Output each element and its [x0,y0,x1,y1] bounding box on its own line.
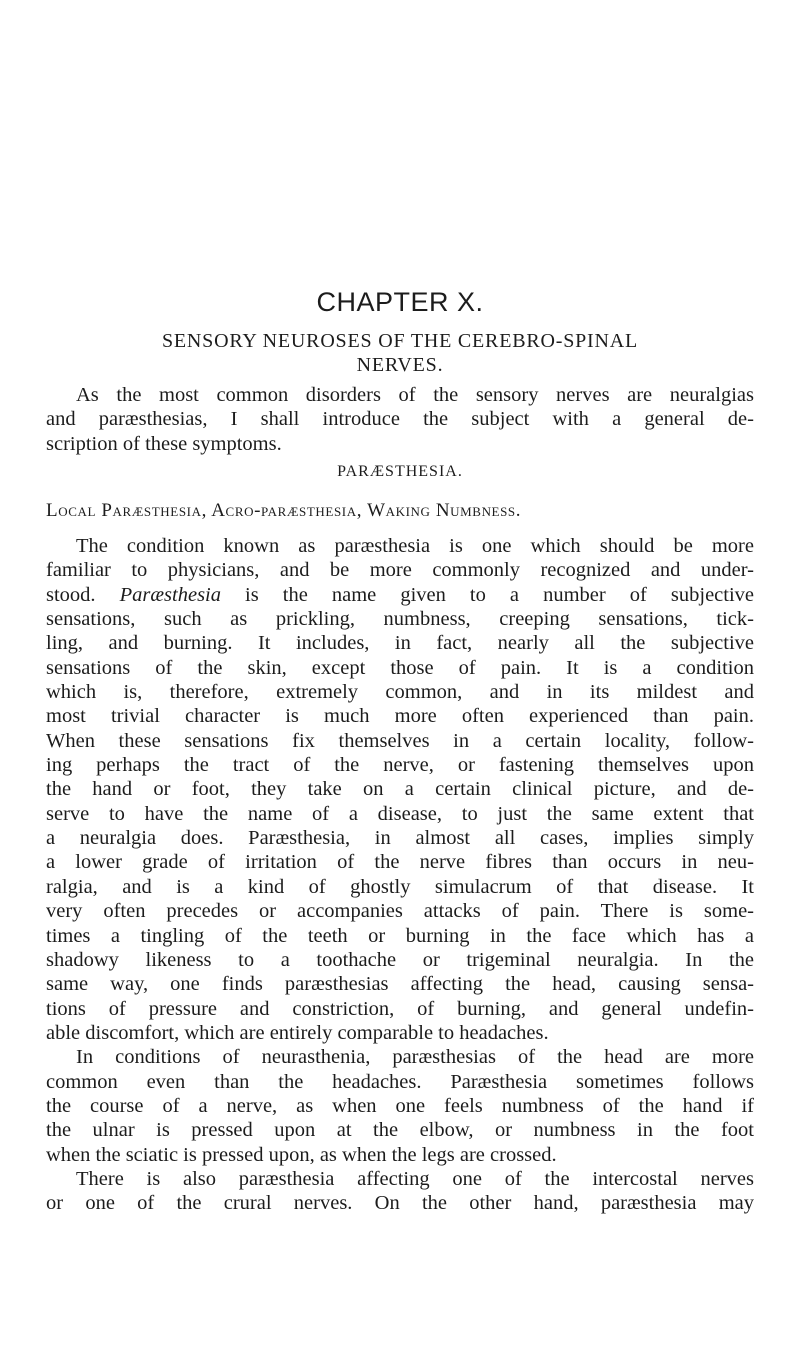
text-line: and paræsthesias, I shall introduce the subject with a general de- [46,408,754,431]
section-heading: PARÆSTHESIA. [337,463,463,480]
text-line: ling, and burning. It includes, in fact, nearly all the subjective [46,632,754,655]
text-line: serve to have the name of a disease, to just the same extent that [46,802,754,825]
text-line: which is, therefore, extremely common, and in its mildest and [46,681,754,704]
text-line: As the most common disorders of the sensory nerves are neuralgias [76,384,754,406]
chapter-title [46,329,754,377]
chapter-title-line-2: NERVES. [356,354,444,376]
text-line: tions of pressure and constriction, of burning, and general undefin- [46,997,754,1020]
paragraph [46,1167,754,1216]
text-line: The condition known as paræsthesia is one which should be more [76,535,754,557]
text-line: most trivial character is much more often experienced than pain. [46,705,754,728]
text-line [46,583,754,607]
text-line: When these sensations fix themselves in a certain locality, follow- [46,729,754,752]
text-line: common even than the headaches. Paræsthesia sometimes follows [46,1070,754,1093]
text-line: a neuralgia does. Paræsthesia, in almost all cases, implies simply [46,827,754,850]
text-line: or one of the crural nerves. On the other hand, paræsthesia may [46,1192,754,1215]
text-line: the ulnar is pressed upon at the elbow, or numbness in the foot [46,1119,754,1142]
text-line: scription of these symptoms. [46,432,282,455]
text-line: able discomfort, which are entirely comparable to headaches. [46,1021,549,1044]
chapter-title-line-1: SENSORY NEUROSES OF THE CEREBRO-SPINAL [161,330,639,352]
text-line: times a tingling of the teeth or burning in the face which has a [46,924,754,947]
text-line: familiar to physicians, and be more commonly recognized and under- [46,559,754,582]
chapter-heading: CHAPTER X. [316,287,484,317]
text-line: sensations of the skin, except those of pain. It is a condition [46,656,754,679]
text-line: ing perhaps the tract of the nerve, or fastening themselves upon [46,754,754,777]
text-line: same way, one finds paræsthesias affecting the head, causing sensa- [46,973,754,996]
text-line: when the sciatic is pressed upon, as when the legs are crossed. [46,1143,557,1166]
text-line: sensations, such as prickling, numbness, creeping sensations, tick- [46,608,754,631]
text-line: the course of a nerve, as when one feels numbness of the hand if [46,1094,754,1117]
text-line: a lower grade of irritation of the nerve fibres than occurs in neu- [46,851,754,874]
text-fragment: is the name given to a number of subjective [221,583,755,606]
text-line: the hand or foot, they take on a certain clinical picture, and de- [46,778,754,801]
text-line: very often precedes or accompanies attacks of pain. There is some- [46,900,754,923]
text-line: ralgia, and is a kind of ghostly simulacrum of that disease. It [46,875,754,898]
intro-paragraph [46,383,754,456]
paragraph [46,1045,754,1167]
italic-term: Paræsthesia [119,583,221,606]
text-line: In conditions of neurasthenia, paræsthesias of the head are more [76,1046,754,1069]
text-line: There is also paræsthesia affecting one of the intercostal nerves [76,1167,754,1190]
text-line: shadowy likeness to a toothache or trigeminal neuralgia. In the [46,948,754,971]
body-text [46,534,754,1216]
paragraph [46,534,754,1045]
subheading: Local Paræsthesia, Acro-paræsthesia, Waking Numbness. [46,500,522,521]
text-fragment: stood. [46,583,96,606]
